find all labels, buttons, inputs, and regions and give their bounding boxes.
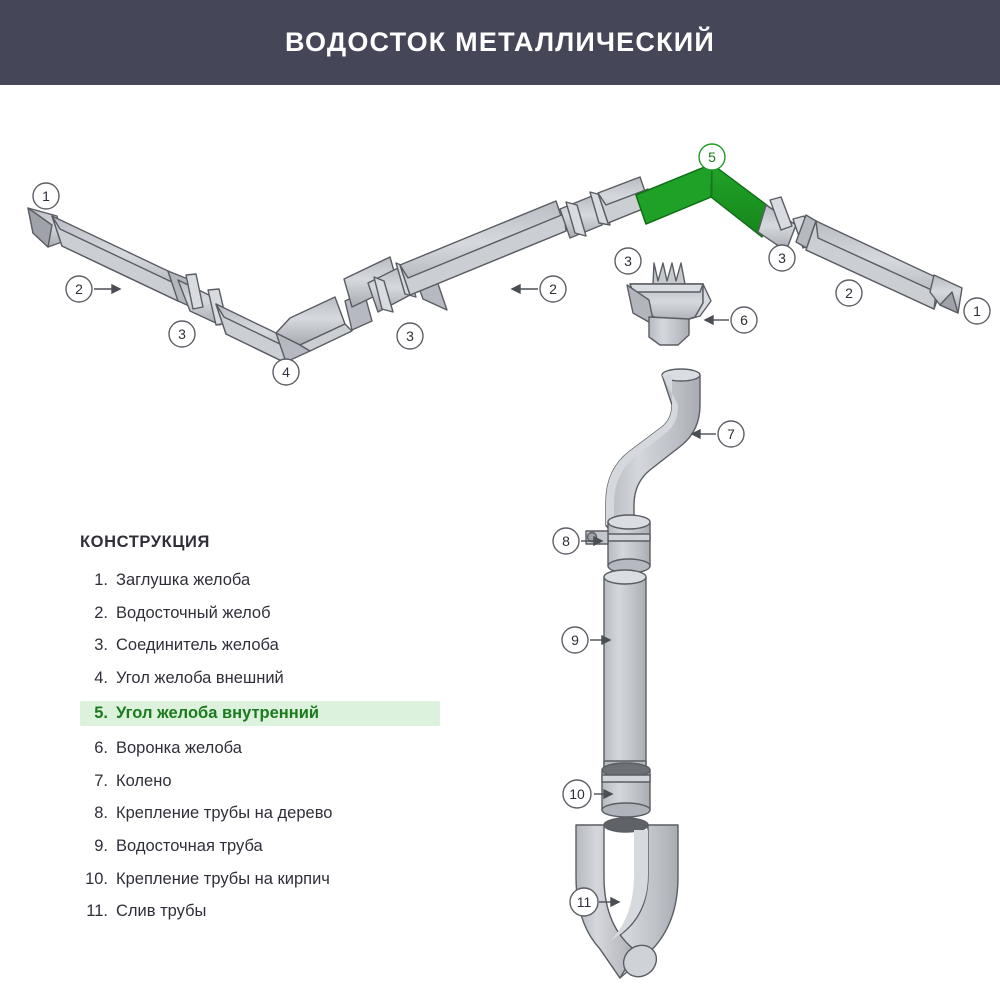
callout-2[interactable] [540, 276, 566, 302]
callout-11[interactable] [570, 888, 598, 916]
legend-list [80, 570, 440, 922]
legend-item-label: Водосточная труба [116, 837, 263, 855]
part-brick-bracket [602, 763, 650, 817]
callout-label: 2 [75, 281, 83, 297]
legend-item-label: Заглушка желоба [116, 571, 251, 589]
callout-2[interactable] [66, 276, 92, 302]
legend-item-number: 8. [94, 804, 108, 823]
part-downpipe [604, 570, 646, 770]
legend-item[interactable] [80, 901, 440, 922]
callout-label: 8 [562, 533, 570, 549]
legend-item-label: Угол желоба внутренний [116, 703, 320, 722]
legend-item-number: 5. [94, 703, 108, 722]
callout-3[interactable] [769, 245, 795, 271]
legend-item[interactable] [80, 570, 440, 591]
legend-item[interactable] [80, 869, 440, 890]
legend-item-label: Колено [116, 771, 172, 790]
callout-1[interactable] [33, 183, 59, 209]
legend-item-number: 2. [94, 603, 108, 622]
legend-item-number: 9. [94, 837, 108, 855]
part-gutter-right [806, 221, 944, 309]
callout-label: 3 [406, 328, 414, 344]
callout-10[interactable] [563, 780, 591, 808]
callout-label: 6 [740, 312, 748, 328]
legend-item-label: Слив трубы [116, 902, 207, 921]
callout-label: 3 [624, 253, 632, 269]
legend-item[interactable] [80, 635, 440, 656]
legend-item-label: Водосточный желоб [116, 603, 271, 622]
callout-4[interactable] [273, 359, 299, 385]
legend-item[interactable] [80, 668, 440, 689]
callout-label: 7 [727, 426, 735, 442]
diagram-canvas [0, 85, 1000, 1000]
callout-3[interactable] [615, 248, 641, 274]
callout-label: 10 [569, 786, 585, 802]
callout-label: 3 [778, 250, 786, 266]
legend-item-number: 4. [94, 668, 108, 687]
legend-item-number: 7. [94, 771, 108, 790]
legend-panel [80, 533, 440, 934]
callout-1[interactable] [964, 298, 990, 324]
callout-3[interactable] [169, 321, 195, 347]
callout-8[interactable] [553, 528, 579, 554]
legend-item[interactable] [80, 738, 440, 759]
callout-label: 9 [571, 632, 579, 648]
legend-item[interactable] [80, 603, 440, 624]
callout-3[interactable] [397, 323, 423, 349]
legend-item-label: Соединитель желоба [116, 636, 279, 655]
callout-5[interactable] [699, 144, 725, 170]
callout-label: 11 [576, 894, 592, 910]
callout-label: 1 [42, 188, 50, 204]
legend-item-number: 3. [94, 636, 108, 655]
callout-label: 2 [549, 281, 557, 297]
legend-title: КОНСТРУКЦИЯ [80, 533, 210, 551]
callout-label: 5 [708, 149, 716, 165]
legend-item-label: Крепление трубы на кирпич [116, 869, 330, 888]
part-funnel [627, 263, 711, 345]
callout-label: 4 [282, 364, 290, 380]
legend-item-number: 11. [86, 902, 108, 921]
legend-item[interactable] [80, 803, 440, 824]
part-internal-corner-highlight [636, 164, 772, 237]
legend-item[interactable] [80, 771, 440, 792]
part-gutter-mid-right [400, 201, 566, 295]
legend-item-label: Угол желоба внешний [116, 668, 284, 687]
callout-7[interactable] [718, 421, 744, 447]
legend-item-label: Воронка желоба [116, 739, 242, 758]
legend-item-number: 6. [94, 739, 108, 758]
legend-item-number: 1. [94, 571, 108, 589]
callout-label: 1 [973, 303, 981, 319]
callout-9[interactable] [562, 627, 588, 653]
callout-label: 2 [845, 285, 853, 301]
callout-2[interactable] [836, 280, 862, 306]
legend-item-number: 10. [85, 869, 108, 888]
callout-label: 3 [178, 326, 186, 342]
legend-item[interactable] [80, 836, 440, 857]
callout-6[interactable] [731, 307, 757, 333]
legend-item[interactable] [80, 701, 440, 727]
part-external-corner [276, 297, 352, 362]
legend-item-label: Крепление трубы на дерево [116, 804, 333, 823]
page-title: ВОДОСТОК МЕТАЛЛИЧЕСКИЙ [285, 27, 715, 57]
part-elbow [606, 369, 700, 530]
page-header [0, 0, 1000, 85]
